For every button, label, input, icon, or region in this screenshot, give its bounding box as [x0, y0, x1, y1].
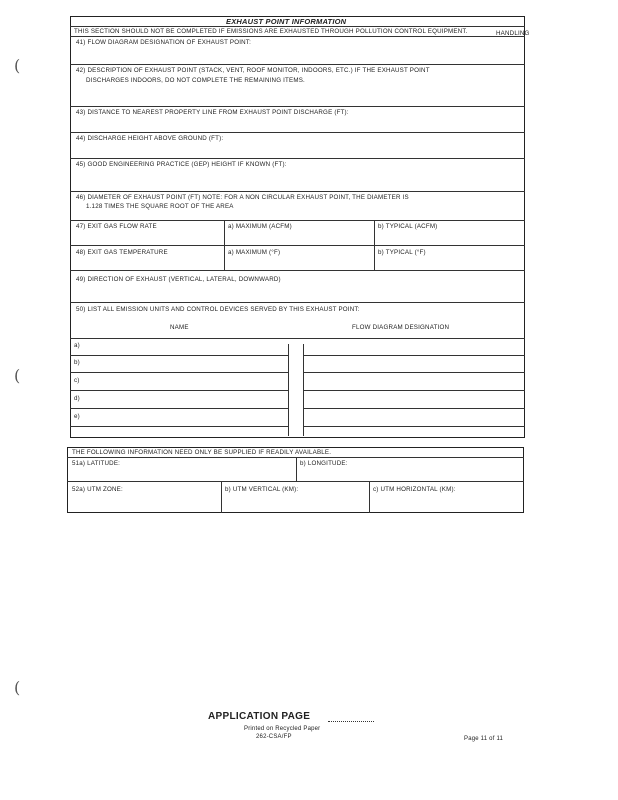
item-51a-label: 51a) LATITUDE:	[72, 460, 121, 467]
section-notice: THIS SECTION SHOULD NOT BE COMPLETED IF EMISSIONS ARE EXHAUSTED THROUGH POLLUTION CONTROL EQUIPMENT.	[74, 28, 468, 35]
recycled-paper-note: Printed on Recycled Paper	[244, 726, 321, 732]
application-page-label: APPLICATION PAGE	[208, 711, 311, 722]
item-51b-label: b) LONGITUDE:	[300, 460, 348, 467]
binder-hole-mark: (	[14, 56, 21, 75]
row-label-a: a)	[74, 342, 80, 349]
row-c-name-field[interactable]	[84, 374, 286, 388]
item-52c-label: c) UTM HORIZONTAL (KM):	[373, 486, 456, 493]
row-label-c: c)	[74, 377, 80, 384]
item-44-label: 44) DISCHARGE HEIGHT ABOVE GROUND (FT):	[76, 135, 224, 142]
item-48a-field[interactable]	[226, 258, 372, 270]
item-48b-label: b) TYPICAL (°F)	[378, 249, 426, 256]
item-46-label-cont: 1.128 TIMES THE SQUARE ROOT OF THE AREA	[86, 203, 234, 210]
row-a-flow-field[interactable]	[305, 340, 521, 353]
item-47b-field[interactable]	[376, 232, 522, 244]
row-e-name-field[interactable]	[84, 410, 286, 424]
item-44-field[interactable]	[72, 144, 522, 158]
name-column-header: NAME	[170, 324, 189, 331]
form-code: HANDLING	[496, 30, 530, 37]
longitude-field[interactable]	[298, 468, 522, 480]
row-e-flow-field[interactable]	[305, 410, 521, 424]
page-number: Page 11 of 11	[464, 736, 504, 742]
binder-hole-mark: (	[14, 678, 21, 697]
item-42-label-cont: DISCHARGES INDOORS, DO NOT COMPLETE THE REMAINING ITEMS.	[86, 77, 305, 84]
item-43-field[interactable]	[72, 118, 522, 132]
binder-hole-mark: (	[14, 366, 21, 385]
item-42-field[interactable]	[72, 86, 522, 106]
utm-zone-field[interactable]	[70, 495, 220, 511]
row-label-e: e)	[74, 413, 80, 420]
utm-horizontal-field[interactable]	[371, 495, 522, 511]
row-d-name-field[interactable]	[84, 392, 286, 406]
item-52a-label: 52a) UTM ZONE:	[72, 486, 123, 493]
row-label-d: d)	[74, 395, 80, 402]
location-notice: THE FOLLOWING INFORMATION NEED ONLY BE SUPPLIED IF READILY AVAILABLE.	[72, 449, 332, 456]
item-47a-label: a) MAXIMUM (ACFM)	[228, 223, 292, 230]
item-47-label: 47) EXIT GAS FLOW RATE	[76, 223, 157, 230]
row-label-b: b)	[74, 359, 80, 366]
item-49-field[interactable]	[72, 285, 522, 299]
item-48-label: 48) EXIT GAS TEMPERATURE	[76, 249, 168, 256]
item-48b-field[interactable]	[376, 258, 522, 270]
utm-vertical-field[interactable]	[223, 495, 367, 511]
item-49-label: 49) DIRECTION OF EXHAUST (VERTICAL, LATERAL, DOWNWARD)	[76, 276, 281, 283]
row-a-name-field[interactable]	[84, 340, 286, 353]
item-41-label: 41) FLOW DIAGRAM DESIGNATION OF EXHAUST POINT:	[76, 39, 252, 46]
item-46-field[interactable]	[72, 211, 522, 219]
row-c-flow-field[interactable]	[305, 374, 521, 388]
flow-designation-column-header: FLOW DIAGRAM DESIGNATION	[352, 324, 450, 331]
item-47a-field[interactable]	[226, 232, 372, 244]
item-46-label: 46) DIAMETER OF EXHAUST POINT (FT) NOTE: FOR A NON CIRCULAR EXHAUST POINT, THE DIAMETER IS	[76, 194, 409, 201]
row-b-flow-field[interactable]	[305, 357, 521, 370]
item-43-label: 43) DISTANCE TO NEAREST PROPERTY LINE FROM EXHAUST POINT DISCHARGE (FT):	[76, 109, 349, 116]
item-45-field[interactable]	[72, 170, 522, 184]
item-41-field[interactable]	[72, 48, 522, 64]
item-45-label: 45) GOOD ENGINEERING PRACTICE (GEP) HEIGHT IF KNOWN (FT):	[76, 161, 287, 168]
item-52b-label: b) UTM VERTICAL (KM):	[225, 486, 299, 493]
item-42-label: 42) DESCRIPTION OF EXHAUST POINT (STACK, VENT, ROOF MONITOR, INDOORS, ETC.) IF THE EXHAUST POINT	[76, 67, 430, 74]
section-title: EXHAUST POINT INFORMATION	[226, 17, 347, 26]
form-number: 262-CSA/FP	[256, 734, 292, 740]
item-48a-label: a) MAXIMUM (°F)	[228, 249, 281, 256]
latitude-field[interactable]	[70, 468, 294, 480]
item-47b-label: b) TYPICAL (ACFM)	[378, 223, 438, 230]
item-50-label: 50) LIST ALL EMISSION UNITS AND CONTROL DEVICES SERVED BY THIS EXHAUST POINT:	[76, 306, 360, 313]
row-b-name-field[interactable]	[84, 357, 286, 370]
row-d-flow-field[interactable]	[305, 392, 521, 406]
